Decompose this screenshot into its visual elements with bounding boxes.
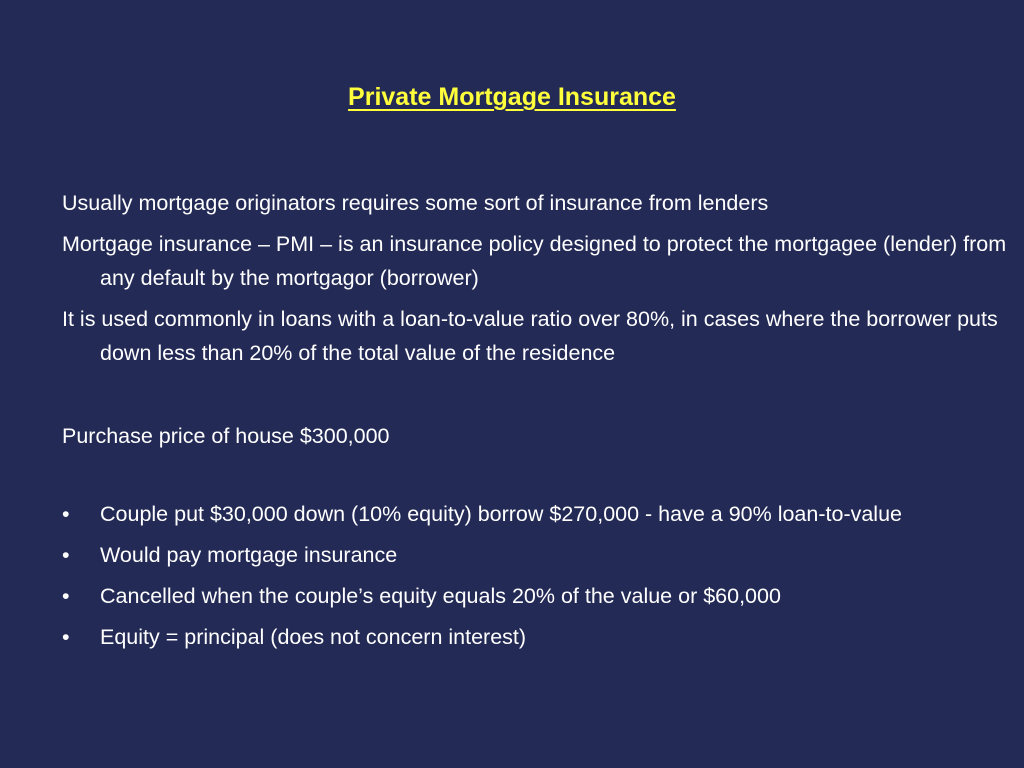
paragraph-purchase-price: Purchase price of house $300,000 [62,424,390,448]
paragraph-originators: Usually mortgage originators requires some sort of insurance from lenders [62,191,769,215]
bullet-text: Couple put $30,000 down (10% equity) borrow $270,000 - have a 90% loan-to-value [100,502,902,526]
bullet-text: Would pay mortgage insurance [100,543,398,567]
bullet-item [62,538,982,572]
bullet-item [62,620,982,654]
bullet-marker: • [62,543,70,567]
bullet-marker: • [62,584,70,608]
bullet-marker: • [62,502,70,526]
bullet-list [62,497,982,661]
paragraph-ltv-usage: It is used commonly in loans with a loan-to-value ratio over 80%, in cases where the borrower puts down less than 20% of the total value of the residence [62,307,998,365]
bullet-marker: • [62,625,70,649]
bullet-item [62,579,982,613]
slide-title: Private Mortgage Insurance [348,83,676,111]
bullet-text: Equity = principal (does not concern interest) [100,625,527,649]
bullet-text: Cancelled when the couple’s equity equals 20% of the value or $60,000 [100,584,781,608]
paragraph-pmi-definition: Mortgage insurance – PMI – is an insurance policy designed to protect the mortgagee (lender) from any default by the mortgagor (borrower) [62,232,1007,290]
bullet-item [62,497,982,531]
